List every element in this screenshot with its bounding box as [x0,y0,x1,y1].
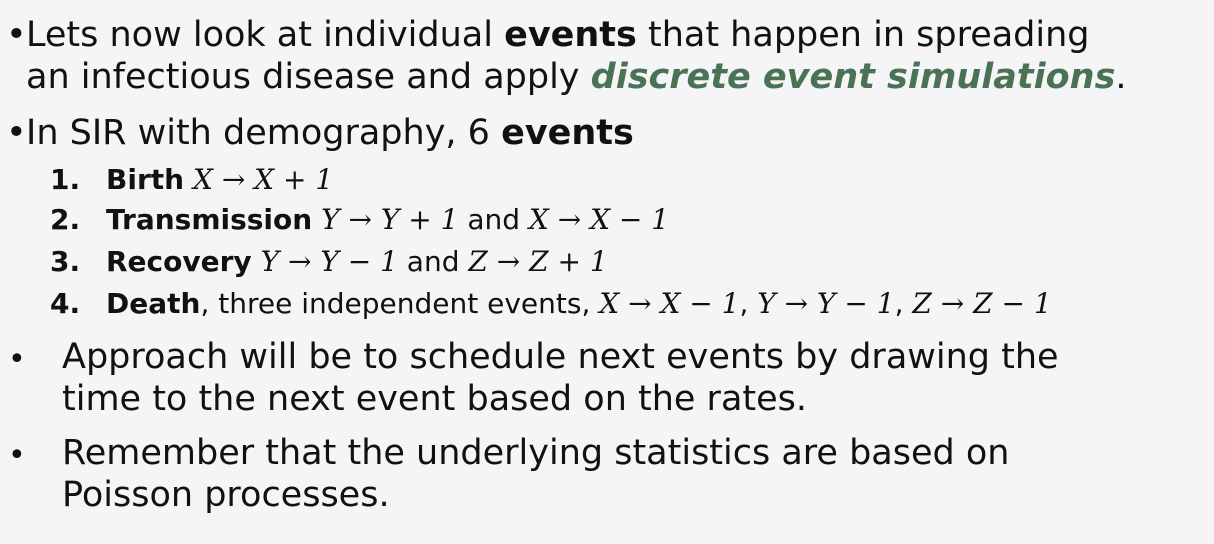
text-span: , [894,287,913,320]
emphasis-discrete-event-simulations: discrete event simulations [590,57,1116,97]
event-item-death [50,284,1052,324]
paragraph-line: time to the next event based on the rates. [62,379,808,419]
paragraph-line: Remember that the underlying statistics are based on [62,433,1010,473]
event-item-birth [50,160,333,200]
math-expression: X → X − 1 [599,287,740,320]
math-expression: X → X + 1 [192,163,334,196]
event-item-recovery [50,242,608,282]
math-expression: Y → Y − 1 [757,287,895,320]
text-span: and [458,203,529,236]
event-number: 1. [50,163,81,196]
text-span: , three independent events, [200,287,600,320]
event-number: 2. [50,203,81,236]
paragraph-line: Approach will be to schedule next events by drawing the [62,337,1059,377]
event-detail [200,287,1051,320]
paragraph-poisson [62,432,1009,516]
event-item-transmission [50,200,669,240]
event-detail [261,245,608,278]
bullet-sir-events [26,112,634,154]
math-expression: Z → Z − 1 [912,287,1052,320]
event-label: Death [106,287,201,320]
text-span: an infectious disease and apply [26,57,591,97]
paragraph-line: Poisson processes. [62,475,390,515]
text-span: , [739,287,758,320]
math-expression: X → X − 1 [528,203,670,236]
event-detail [321,203,669,236]
bullet-intro-events [26,14,1127,98]
math-expression: Y → Y + 1 [321,203,459,236]
bullet-intro-line1 [26,14,1127,56]
text-span: and [397,245,469,278]
bullet-marker: • [8,438,26,473]
math-expression: Y → Y − 1 [260,245,398,278]
bold-term-events: events [504,15,637,55]
paragraph-approach [62,336,1059,420]
bullet-marker: • [8,342,26,377]
bullet-intro-line2 [26,56,1127,98]
text-span: Lets now look at individual [26,15,505,55]
text-span: that happen in spreading [636,15,1090,55]
bullet-marker: • [6,15,27,55]
event-label: Birth [106,163,185,196]
text-span: In SIR with demography, 6 [26,113,502,153]
bullet-marker: • [6,113,27,153]
event-detail [193,163,333,196]
event-number: 4. [50,287,81,320]
bold-term-events: events [501,113,634,153]
math-expression: Z → Z + 1 [468,245,608,278]
event-number: 3. [50,245,81,278]
event-label: Transmission [106,203,313,236]
text-span: . [1115,57,1127,97]
event-label: Recovery [106,245,252,278]
